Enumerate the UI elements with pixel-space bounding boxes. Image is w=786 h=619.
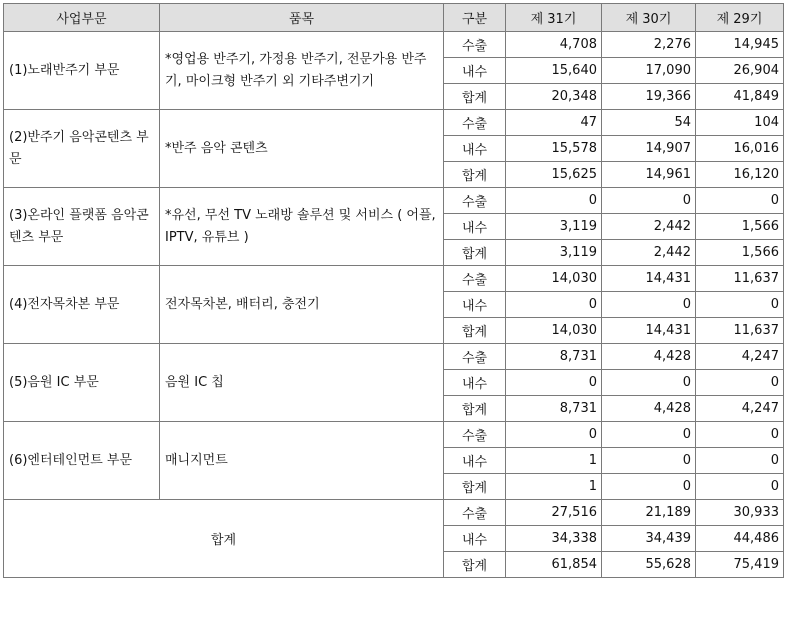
value-cell: 2,276 [602, 32, 696, 58]
value-cell: 0 [506, 370, 602, 396]
value-cell: 11,637 [696, 318, 784, 344]
value-cell: 2,442 [602, 240, 696, 266]
value-cell: 0 [506, 422, 602, 448]
type-cell: 수출 [444, 500, 506, 526]
value-cell: 27,516 [506, 500, 602, 526]
value-cell: 0 [696, 474, 784, 500]
value-cell: 0 [696, 422, 784, 448]
total-label-cell: 합계 [4, 500, 444, 578]
type-cell: 내수 [444, 526, 506, 552]
type-cell: 내수 [444, 136, 506, 162]
value-cell: 15,640 [506, 58, 602, 84]
table-row [4, 422, 784, 448]
value-cell: 14,961 [602, 162, 696, 188]
value-cell: 14,030 [506, 266, 602, 292]
header-row [4, 4, 784, 32]
item-cell: 전자목차본, 배터리, 충전기 [160, 266, 444, 344]
value-cell: 3,119 [506, 240, 602, 266]
table-row [4, 110, 784, 136]
value-cell: 1,566 [696, 214, 784, 240]
value-cell: 47 [506, 110, 602, 136]
sector-cell: (6)엔터테인먼트 부문 [4, 422, 160, 500]
value-cell: 16,016 [696, 136, 784, 162]
type-cell: 수출 [444, 32, 506, 58]
value-cell: 0 [696, 292, 784, 318]
header-type: 구분 [444, 4, 506, 32]
value-cell: 14,431 [602, 318, 696, 344]
value-cell: 17,090 [602, 58, 696, 84]
value-cell: 54 [602, 110, 696, 136]
type-cell: 수출 [444, 266, 506, 292]
value-cell: 0 [602, 474, 696, 500]
value-cell: 11,637 [696, 266, 784, 292]
type-cell: 내수 [444, 214, 506, 240]
header-item: 품목 [160, 4, 444, 32]
value-cell: 0 [602, 422, 696, 448]
value-cell: 2,442 [602, 214, 696, 240]
value-cell: 104 [696, 110, 784, 136]
type-cell: 합계 [444, 84, 506, 110]
value-cell: 0 [506, 292, 602, 318]
type-cell: 합계 [444, 318, 506, 344]
value-cell: 4,247 [696, 396, 784, 422]
value-cell: 0 [602, 188, 696, 214]
value-cell: 19,366 [602, 84, 696, 110]
value-cell: 26,904 [696, 58, 784, 84]
value-cell: 14,945 [696, 32, 784, 58]
table-row [4, 32, 784, 58]
value-cell: 34,439 [602, 526, 696, 552]
value-cell: 14,907 [602, 136, 696, 162]
sector-cell: (2)반주기 음악콘텐츠 부문 [4, 110, 160, 188]
value-cell: 14,030 [506, 318, 602, 344]
value-cell: 4,428 [602, 344, 696, 370]
value-cell: 1 [506, 474, 602, 500]
type-cell: 수출 [444, 344, 506, 370]
header-sector: 사업부문 [4, 4, 160, 32]
value-cell: 0 [602, 448, 696, 474]
value-cell: 34,338 [506, 526, 602, 552]
value-cell: 0 [696, 370, 784, 396]
item-cell: 음원 IC 칩 [160, 344, 444, 422]
value-cell: 8,731 [506, 396, 602, 422]
value-cell: 44,486 [696, 526, 784, 552]
value-cell: 4,428 [602, 396, 696, 422]
item-cell: *유선, 무선 TV 노래방 솔루션 및 서비스 ( 어플, IPTV, 유튜브 ) [160, 188, 444, 266]
type-cell: 합계 [444, 552, 506, 578]
value-cell: 21,189 [602, 500, 696, 526]
value-cell: 20,348 [506, 84, 602, 110]
value-cell: 14,431 [602, 266, 696, 292]
table-row [4, 266, 784, 292]
type-cell: 수출 [444, 188, 506, 214]
value-cell: 4,247 [696, 344, 784, 370]
header-period-29: 제 29기 [696, 4, 784, 32]
type-cell: 내수 [444, 58, 506, 84]
value-cell: 0 [602, 370, 696, 396]
item-cell: *반주 음악 콘텐츠 [160, 110, 444, 188]
value-cell: 41,849 [696, 84, 784, 110]
type-cell: 내수 [444, 292, 506, 318]
sector-cell: (5)음원 IC 부문 [4, 344, 160, 422]
item-cell: 매니지먼트 [160, 422, 444, 500]
type-cell: 수출 [444, 110, 506, 136]
type-cell: 수출 [444, 422, 506, 448]
type-cell: 합계 [444, 474, 506, 500]
sector-cell: (3)온라인 플랫폼 음악콘텐츠 부문 [4, 188, 160, 266]
header-period-30: 제 30기 [602, 4, 696, 32]
value-cell: 30,933 [696, 500, 784, 526]
table-row [4, 188, 784, 214]
sales-table [3, 3, 784, 578]
table-row [4, 344, 784, 370]
value-cell: 16,120 [696, 162, 784, 188]
value-cell: 0 [506, 188, 602, 214]
sector-cell: (4)전자목차본 부문 [4, 266, 160, 344]
value-cell: 55,628 [602, 552, 696, 578]
value-cell: 0 [696, 188, 784, 214]
value-cell: 3,119 [506, 214, 602, 240]
type-cell: 합계 [444, 396, 506, 422]
type-cell: 합계 [444, 162, 506, 188]
total-row [4, 500, 784, 526]
header-period-31: 제 31기 [506, 4, 602, 32]
value-cell: 75,419 [696, 552, 784, 578]
value-cell: 4,708 [506, 32, 602, 58]
sector-cell: (1)노래반주기 부문 [4, 32, 160, 110]
value-cell: 8,731 [506, 344, 602, 370]
value-cell: 15,578 [506, 136, 602, 162]
item-cell: *영업용 반주기, 가정용 반주기, 전문가용 반주기, 마이크형 반주기 외 기타주변기기 [160, 32, 444, 110]
value-cell: 1 [506, 448, 602, 474]
type-cell: 합계 [444, 240, 506, 266]
type-cell: 내수 [444, 448, 506, 474]
value-cell: 0 [696, 448, 784, 474]
value-cell: 61,854 [506, 552, 602, 578]
value-cell: 15,625 [506, 162, 602, 188]
value-cell: 1,566 [696, 240, 784, 266]
type-cell: 내수 [444, 370, 506, 396]
value-cell: 0 [602, 292, 696, 318]
